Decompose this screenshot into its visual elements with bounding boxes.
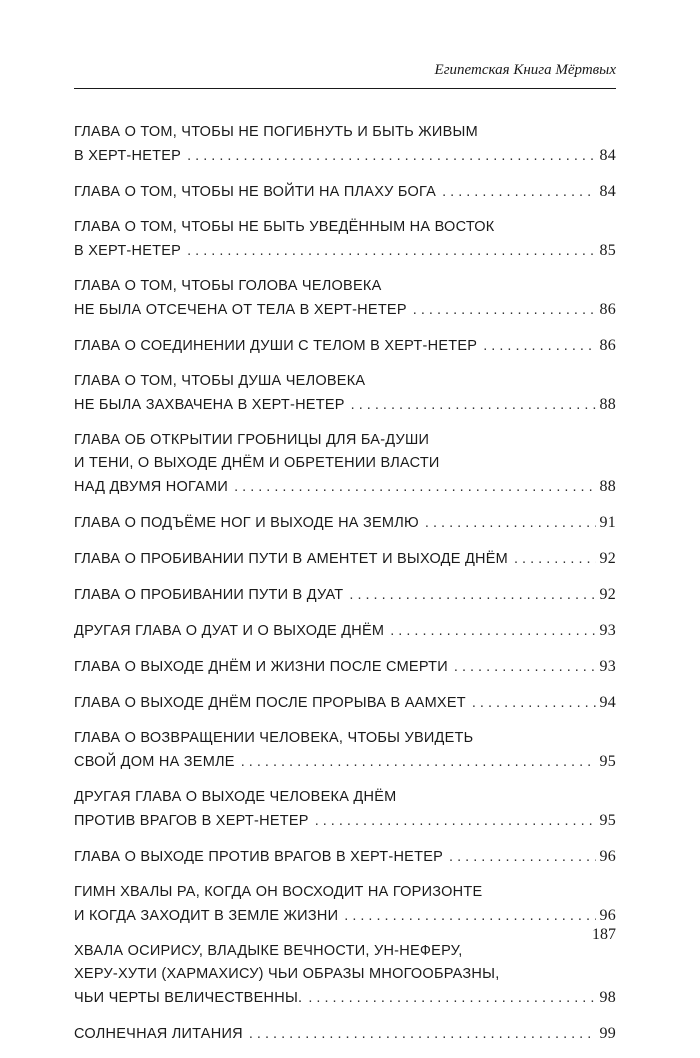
toc-entry-last-line <box>74 475 616 499</box>
toc-entry <box>74 691 616 715</box>
toc-entry-title-line: ГИМН ХВАЛЫ РА, КОГДА ОН ВОСХОДИТ НА ГОРИЗОНТЕ <box>74 884 483 900</box>
toc-entry-title-line: НЕ БЫЛА ОТСЕЧЕНА ОТ ТЕЛА В ХЕРТ-НЕТЕР <box>74 302 407 318</box>
toc-entry-title-line: ДРУГАЯ ГЛАВА О ВЫХОДЕ ЧЕЛОВЕКА ДНЁМ <box>74 789 397 805</box>
toc-page-number: 84 <box>599 147 616 164</box>
dot-leader <box>514 548 596 571</box>
toc-entry-last-line <box>74 583 616 607</box>
toc-entry-title-line: ХЕРУ-ХУТИ (ХАРМАХИСУ) ЧЬИ ОБРАЗЫ МНОГООБРАЗНЫ, <box>74 966 500 982</box>
dot-leader <box>442 181 595 204</box>
toc-entry <box>74 1022 616 1046</box>
toc-entry <box>74 845 616 869</box>
toc-entry <box>74 121 616 168</box>
header-rule <box>74 88 616 89</box>
toc-entry-last-line <box>74 1022 616 1046</box>
toc-entry <box>74 216 616 263</box>
toc-entry <box>74 370 616 417</box>
toc-entry-last-line <box>74 298 616 322</box>
table-of-contents <box>74 121 616 1058</box>
toc-entry-last-line <box>74 334 616 358</box>
toc-entry-last-line <box>74 180 616 204</box>
toc-entry <box>74 429 616 499</box>
toc-entry-title-line: ГЛАВА О ТОМ, ЧТОБЫ ГОЛОВА ЧЕЛОВЕКА <box>74 278 382 294</box>
toc-entry-title-line: ГЛАВА О ПРОБИВАНИИ ПУТИ В ДУАТ <box>74 587 344 603</box>
toc-entry <box>74 881 616 928</box>
dot-leader <box>351 394 596 417</box>
toc-entry-title-line: ГЛАВА О ВЫХОДЕ ДНЁМ ПОСЛЕ ПРОРЫВА В ААМХЕТ <box>74 695 466 711</box>
toc-entry-last-line <box>74 511 616 535</box>
dot-leader <box>349 584 595 607</box>
toc-entry <box>74 619 616 643</box>
toc-page-number: 94 <box>599 694 616 711</box>
toc-entry-title-line: И КОГДА ЗАХОДИТ В ЗЕМЛЕ ЖИЗНИ <box>74 908 339 924</box>
page-number: 187 <box>592 926 616 943</box>
toc-page-number: 98 <box>599 989 616 1006</box>
toc-entry-title-line: ГЛАВА О ТОМ, ЧТОБЫ НЕ БЫТЬ УВЕДЁННЫМ НА ВОСТОК <box>74 219 495 235</box>
toc-entry-title-line: ГЛАВА О ПОДЪЁМЕ НОГ И ВЫХОДЕ НА ЗЕМЛЮ <box>74 515 419 531</box>
toc-entry <box>74 727 616 774</box>
toc-entry-last-line <box>74 619 616 643</box>
toc-page-number: 85 <box>599 242 616 259</box>
toc-entry-title-line: В ХЕРТ-НЕТЕР <box>74 148 182 164</box>
toc-entry-title-line: ГЛАВА О ТОМ, ЧТОБЫ НЕ ВОЙТИ НА ПЛАХУ БОГА <box>74 184 437 200</box>
dot-leader <box>390 620 595 643</box>
toc-entry-title-line: ГЛАВА О СОЕДИНЕНИИ ДУШИ С ТЕЛОМ В ХЕРТ-НЕТЕР <box>74 338 478 354</box>
toc-entry-title-line: СОЛНЕЧНАЯ ЛИТАНИЯ <box>74 1026 243 1042</box>
toc-entry <box>74 786 616 833</box>
toc-page-number: 92 <box>599 550 616 567</box>
toc-entry-title-line: НЕ БЫЛА ЗАХВАЧЕНА В ХЕРТ-НЕТЕР <box>74 397 345 413</box>
toc-page-number: 92 <box>599 586 616 603</box>
dot-leader <box>241 751 596 774</box>
toc-entry-title-line: ГЛАВА О ВЫХОДЕ ДНЁМ И ЖИЗНИ ПОСЛЕ СМЕРТИ <box>74 659 448 675</box>
toc-entry <box>74 180 616 204</box>
dot-leader <box>249 1023 596 1046</box>
toc-entry <box>74 655 616 679</box>
toc-entry-title-line: СВОЙ ДОМ НА ЗЕМЛЕ <box>74 754 235 770</box>
toc-entry-title-line: ДРУГАЯ ГЛАВА О ДУАТ И О ВЫХОДЕ ДНЁМ <box>74 623 385 639</box>
dot-leader <box>472 692 596 715</box>
toc-page-number: 86 <box>599 301 616 318</box>
toc-entry-last-line <box>74 845 616 869</box>
dot-leader <box>308 987 595 1010</box>
dot-leader <box>454 656 596 679</box>
toc-entry-last-line <box>74 144 616 168</box>
toc-page-number: 91 <box>599 514 616 531</box>
toc-entry-title-line: ГЛАВА О ТОМ, ЧТОБЫ НЕ ПОГИБНУТЬ И БЫТЬ ЖИВЫМ <box>74 124 478 140</box>
dot-leader <box>449 846 595 869</box>
toc-entry-last-line <box>74 904 616 928</box>
toc-entry <box>74 511 616 535</box>
toc-entry-last-line <box>74 393 616 417</box>
toc-entry <box>74 547 616 571</box>
toc-entry-last-line <box>74 239 616 263</box>
toc-entry <box>74 583 616 607</box>
toc-entry-title-line: В ХЕРТ-НЕТЕР <box>74 243 182 259</box>
toc-page-number: 88 <box>599 396 616 413</box>
toc-page-number: 93 <box>599 622 616 639</box>
toc-entry-last-line <box>74 809 616 833</box>
toc-entry-title-line: ГЛАВА О ПРОБИВАНИИ ПУТИ В АМЕНТЕТ И ВЫХОДЕ ДНЁМ <box>74 551 508 567</box>
toc-page-number: 96 <box>599 848 616 865</box>
toc-page-number: 99 <box>599 1025 616 1042</box>
toc-entry-title-line: ГЛАВА О ВЫХОДЕ ПРОТИВ ВРАГОВ В ХЕРТ-НЕТЕР <box>74 849 444 865</box>
toc-page-number: 93 <box>599 658 616 675</box>
toc-entry-title-line: ЧЬИ ЧЕРТЫ ВЕЛИЧЕСТВЕННЫ. <box>74 990 303 1006</box>
toc-entry-last-line <box>74 986 616 1010</box>
toc-entry <box>74 275 616 322</box>
toc-page-number: 86 <box>599 337 616 354</box>
dot-leader <box>315 810 596 833</box>
running-head-title: Египетская Книга Мёртвых <box>434 62 616 78</box>
toc-entry-title-line: ГЛАВА ОБ ОТКРЫТИИ ГРОБНИЦЫ ДЛЯ БА-ДУШИ <box>74 432 430 448</box>
toc-entry-last-line <box>74 750 616 774</box>
dot-leader <box>344 905 595 928</box>
toc-page-number: 95 <box>599 753 616 770</box>
toc-page-number: 84 <box>599 183 616 200</box>
dot-leader <box>413 299 596 322</box>
toc-entry-last-line <box>74 691 616 715</box>
toc-entry-title-line: ХВАЛА ОСИРИСУ, ВЛАДЫКЕ ВЕЧНОСТИ, УН-НЕФЕРУ, <box>74 943 463 959</box>
toc-entry-title-line: ГЛАВА О ВОЗВРАЩЕНИИ ЧЕЛОВЕКА, ЧТОБЫ УВИДЕТЬ <box>74 730 474 746</box>
toc-entry-title-line: НАД ДВУМЯ НОГАМИ <box>74 479 229 495</box>
dot-leader <box>483 335 595 358</box>
dot-leader <box>187 145 595 168</box>
toc-page-number: 95 <box>599 812 616 829</box>
dot-leader <box>425 512 596 535</box>
toc-entry-last-line <box>74 655 616 679</box>
dot-leader <box>187 240 595 263</box>
dot-leader <box>234 476 595 499</box>
toc-page-number: 96 <box>599 907 616 924</box>
toc-entry-title-line: ПРОТИВ ВРАГОВ В ХЕРТ-НЕТЕР <box>74 813 309 829</box>
toc-entry <box>74 334 616 358</box>
toc-entry-title-line: И ТЕНИ, О ВЫХОДЕ ДНЁМ И ОБРЕТЕНИИ ВЛАСТИ <box>74 455 440 471</box>
toc-page-number: 88 <box>599 478 616 495</box>
toc-entry-last-line <box>74 547 616 571</box>
toc-entry-title-line: ГЛАВА О ТОМ, ЧТОБЫ ДУША ЧЕЛОВЕКА <box>74 373 366 389</box>
